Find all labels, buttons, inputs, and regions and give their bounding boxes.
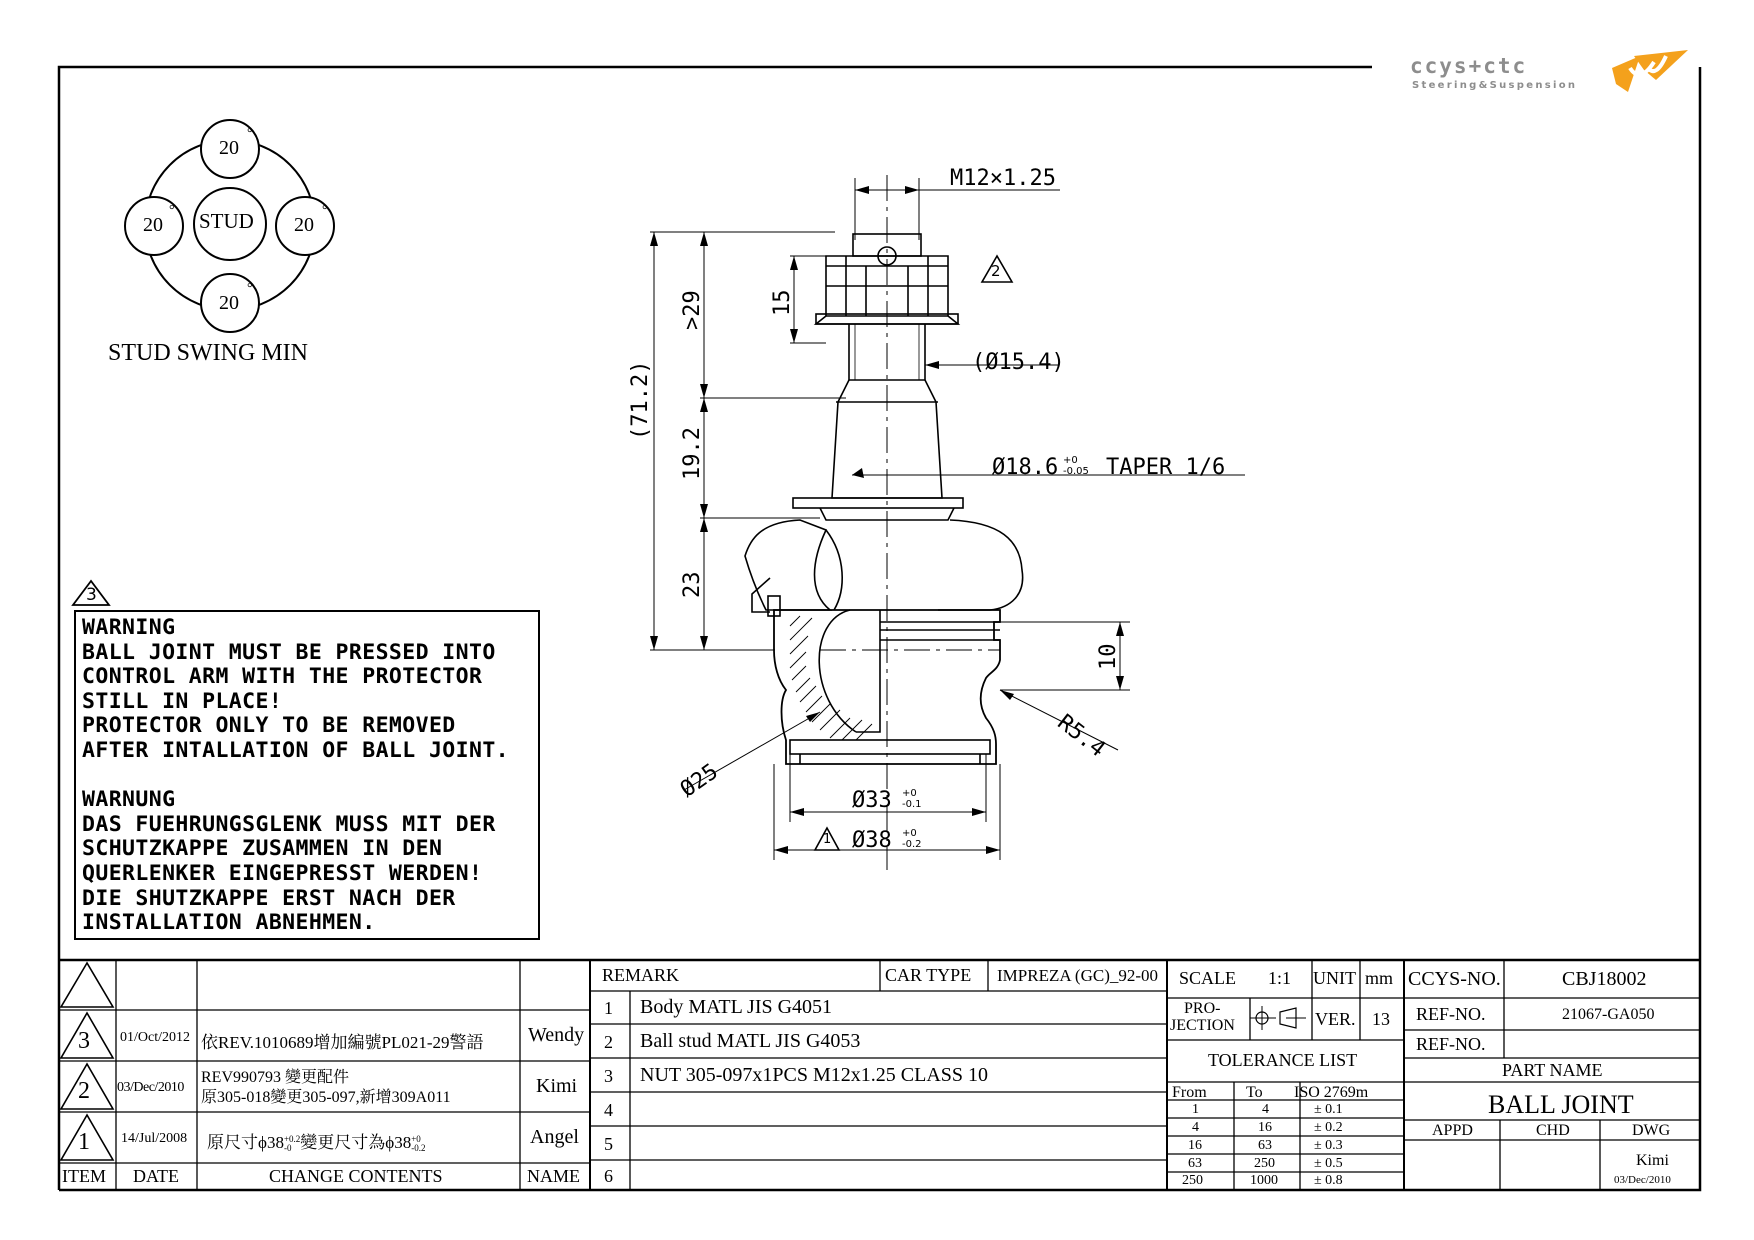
- remark-text: Ball stud MATL JIS G4053: [640, 1030, 861, 1052]
- warning-en-line: STILL IN PLACE!: [82, 688, 283, 714]
- dim-38-tol-low: -0.2: [902, 839, 922, 850]
- tol-value: ± 0.3: [1314, 1138, 1343, 1153]
- dim-38-tolerance: [902, 828, 922, 850]
- swing-angle-right-unit: °: [322, 203, 328, 218]
- revision-marker-1: 1: [823, 832, 832, 847]
- ccys-no-value: CBJ18002: [1562, 968, 1647, 990]
- warning-box: [74, 610, 540, 940]
- dim-radius: R5.4: [1052, 710, 1110, 763]
- ver-label: VER.: [1315, 1009, 1356, 1029]
- swing-angle-left: 20: [143, 214, 163, 236]
- warning-en-line: CONTROL ARM WITH THE PROTECTOR: [82, 664, 483, 690]
- remark-text: NUT 305-097x1PCS M12x1.25 CLASS 10: [640, 1064, 989, 1086]
- dim-height-23: 23: [680, 571, 705, 598]
- tol-from: 4: [1192, 1120, 1199, 1135]
- tol-to: 1000: [1250, 1173, 1278, 1188]
- rev-new-tol-low: -0.2: [411, 1143, 426, 1154]
- scale-label: SCALE: [1179, 968, 1237, 988]
- remark-text: Body MATL JIS G4051: [640, 996, 833, 1018]
- remark-no: 2: [604, 1032, 613, 1052]
- revision-marker-2: 2: [991, 262, 1001, 280]
- tolerance-title: TOLERANCE LIST: [1208, 1050, 1358, 1070]
- rev-old-tol-low: -0: [283, 1143, 292, 1154]
- tol-from: 250: [1182, 1173, 1203, 1188]
- company-logo-text: ccys+ctc: [1410, 54, 1528, 78]
- dim-height-10: 10: [1096, 643, 1121, 670]
- dim-body-diameter-33: Ø33: [852, 788, 892, 813]
- rev-date: 03/Dec/2010: [117, 1080, 184, 1095]
- unit-value: mm: [1365, 968, 1394, 988]
- dim-33-tol-up: +0: [902, 788, 917, 799]
- tol-to: 250: [1254, 1156, 1275, 1171]
- company-logo-subtitle: Steering&Suspension: [1412, 80, 1578, 91]
- ccys-no-label: CCYS-NO.: [1408, 968, 1501, 990]
- dim-height-15: 15: [770, 289, 795, 316]
- ref-no-value: 21067-GA050: [1562, 1006, 1655, 1023]
- warning-de-line: QUERLENKER EINGEPRESST WERDEN!: [82, 860, 483, 886]
- tol-from: 16: [1188, 1138, 1202, 1153]
- dim-33-tolerance: [902, 788, 922, 810]
- tol-value: ± 0.8: [1314, 1173, 1343, 1188]
- rev-change-new: 變更尺寸為ϕ38: [300, 1133, 412, 1152]
- rev-item-3: 3: [78, 1028, 90, 1054]
- rev-header-name: NAME: [527, 1166, 580, 1186]
- dim-body-diameter-38: Ø38: [852, 828, 892, 853]
- dim-height-29: >29: [680, 290, 705, 330]
- tol-header-standard: ISO 2769m: [1294, 1084, 1369, 1101]
- rev-change: 依REV.1010689增加編號PL021-29警語: [201, 1033, 484, 1052]
- dim-taper-tol-low: -0.05: [1063, 466, 1089, 477]
- tol-from: 63: [1188, 1156, 1202, 1171]
- car-type-label: CAR TYPE: [885, 965, 972, 985]
- drawn-label: DWG: [1632, 1122, 1671, 1139]
- rev-date: 14/Jul/2008: [121, 1131, 188, 1146]
- warning-en-line: PROTECTOR ONLY TO BE REMOVED: [82, 713, 456, 739]
- rev-change-line2: 原305-018變更305-097,新增309A011: [201, 1089, 451, 1106]
- drawn-by: Kimi: [1636, 1152, 1669, 1169]
- rev-name: Wendy: [528, 1024, 585, 1046]
- rev-name: Kimi: [536, 1075, 578, 1097]
- dim-height-19-2: 19.2: [680, 427, 705, 480]
- warning-de-line: DIE SHUTZKAPPE ERST NACH DER: [82, 885, 456, 911]
- dim-33-tol-low: -0.1: [902, 799, 922, 810]
- remark-no: 5: [604, 1134, 613, 1154]
- dim-taper-diameter: Ø18.6: [992, 455, 1059, 480]
- dim-overall-height: (71.2): [628, 360, 653, 440]
- rev-new-tol-up: +0: [411, 1134, 421, 1145]
- rev-header-change: CHANGE CONTENTS: [269, 1166, 443, 1186]
- dim-taper-tolerance: [1063, 455, 1089, 477]
- warning-de-line: DAS FUEHRUNGSGLENK MUSS MIT DER: [82, 811, 496, 837]
- rev-date: 01/Oct/2012: [120, 1030, 190, 1045]
- tol-value: ± 0.1: [1314, 1102, 1343, 1117]
- unit-label: UNIT: [1313, 968, 1356, 988]
- rev-name: Angel: [530, 1126, 579, 1148]
- swing-angle-bottom: 20: [219, 292, 239, 314]
- dim-38-tol-up: +0: [902, 828, 917, 839]
- rev-old-tol-up: +0.2: [283, 1134, 301, 1145]
- dim-taper-tol-up: +0: [1063, 455, 1078, 466]
- rev-change-old: 原尺寸ϕ38: [207, 1133, 284, 1152]
- car-type-value: IMPREZA (GC)_92-00: [997, 966, 1159, 985]
- dim-thread: M12×1.25: [950, 166, 1056, 191]
- warning-en-title: WARNING: [82, 615, 176, 640]
- part-name-value: BALL JOINT: [1488, 1090, 1634, 1119]
- warning-triangle-number: 3: [86, 585, 97, 605]
- checked-label: CHD: [1536, 1122, 1570, 1139]
- remark-no: 6: [604, 1166, 613, 1186]
- rev-item-1: 1: [78, 1129, 90, 1155]
- warning-de-line: INSTALLATION ABNEHMEN.: [82, 910, 376, 936]
- projection-label-line2: JECTION: [1170, 1017, 1235, 1034]
- tol-to: 16: [1258, 1120, 1272, 1135]
- approved-label: APPD: [1432, 1122, 1473, 1139]
- rev-header-item: ITEM: [62, 1166, 106, 1186]
- swing-angle-top-unit: °: [247, 126, 253, 141]
- swing-center-label: STUD: [199, 209, 254, 233]
- warning-de-title: WARNUNG: [82, 787, 176, 813]
- rev-header-date: DATE: [133, 1166, 179, 1186]
- dim-ball-diameter: Ø25: [676, 759, 723, 803]
- ref-no-label: REF-NO.: [1416, 1034, 1486, 1054]
- swing-angle-bottom-unit: °: [247, 281, 253, 296]
- dim-shank-diameter: (Ø15.4): [972, 350, 1065, 375]
- remark-header: REMARK: [602, 965, 680, 985]
- warning-en-line: BALL JOINT MUST BE PRESSED INTO: [82, 639, 496, 665]
- warning-de-line: SCHUTZKAPPE ZUSAMMEN IN DEN: [82, 836, 443, 862]
- tol-value: ± 0.5: [1314, 1156, 1343, 1171]
- tol-from: 1: [1192, 1102, 1199, 1117]
- remark-no: 1: [604, 998, 613, 1018]
- swing-angle-left-unit: °: [169, 203, 175, 218]
- swing-angle-top: 20: [219, 137, 239, 159]
- remark-no: 3: [604, 1066, 613, 1086]
- rev-change-row1: [207, 1128, 425, 1153]
- tol-header-from: From: [1172, 1084, 1207, 1101]
- rev-item-2: 2: [78, 1078, 90, 1104]
- ball-joint-drawing: [650, 175, 1245, 870]
- part-name-label: PART NAME: [1502, 1060, 1603, 1080]
- rev-change-line1: REV990793 變更配件: [201, 1069, 350, 1086]
- ref-no-label: REF-NO.: [1416, 1004, 1486, 1024]
- remark-no: 4: [604, 1100, 613, 1120]
- swing-title: STUD SWING MIN: [108, 340, 308, 366]
- scale-value: 1:1: [1268, 968, 1292, 988]
- projection-label-line1: PRO-: [1184, 1000, 1221, 1017]
- tol-to: 4: [1262, 1102, 1269, 1117]
- swing-angle-right: 20: [294, 214, 314, 236]
- warning-en-line: AFTER INTALLATION OF BALL JOINT.: [82, 737, 510, 763]
- tol-header-to: To: [1246, 1084, 1263, 1101]
- drawn-date: 03/Dec/2010: [1614, 1174, 1671, 1186]
- tol-value: ± 0.2: [1314, 1120, 1343, 1135]
- dim-taper-text: TAPER 1/6: [1106, 455, 1226, 480]
- tol-to: 63: [1258, 1138, 1272, 1153]
- ver-value: 13: [1372, 1009, 1390, 1029]
